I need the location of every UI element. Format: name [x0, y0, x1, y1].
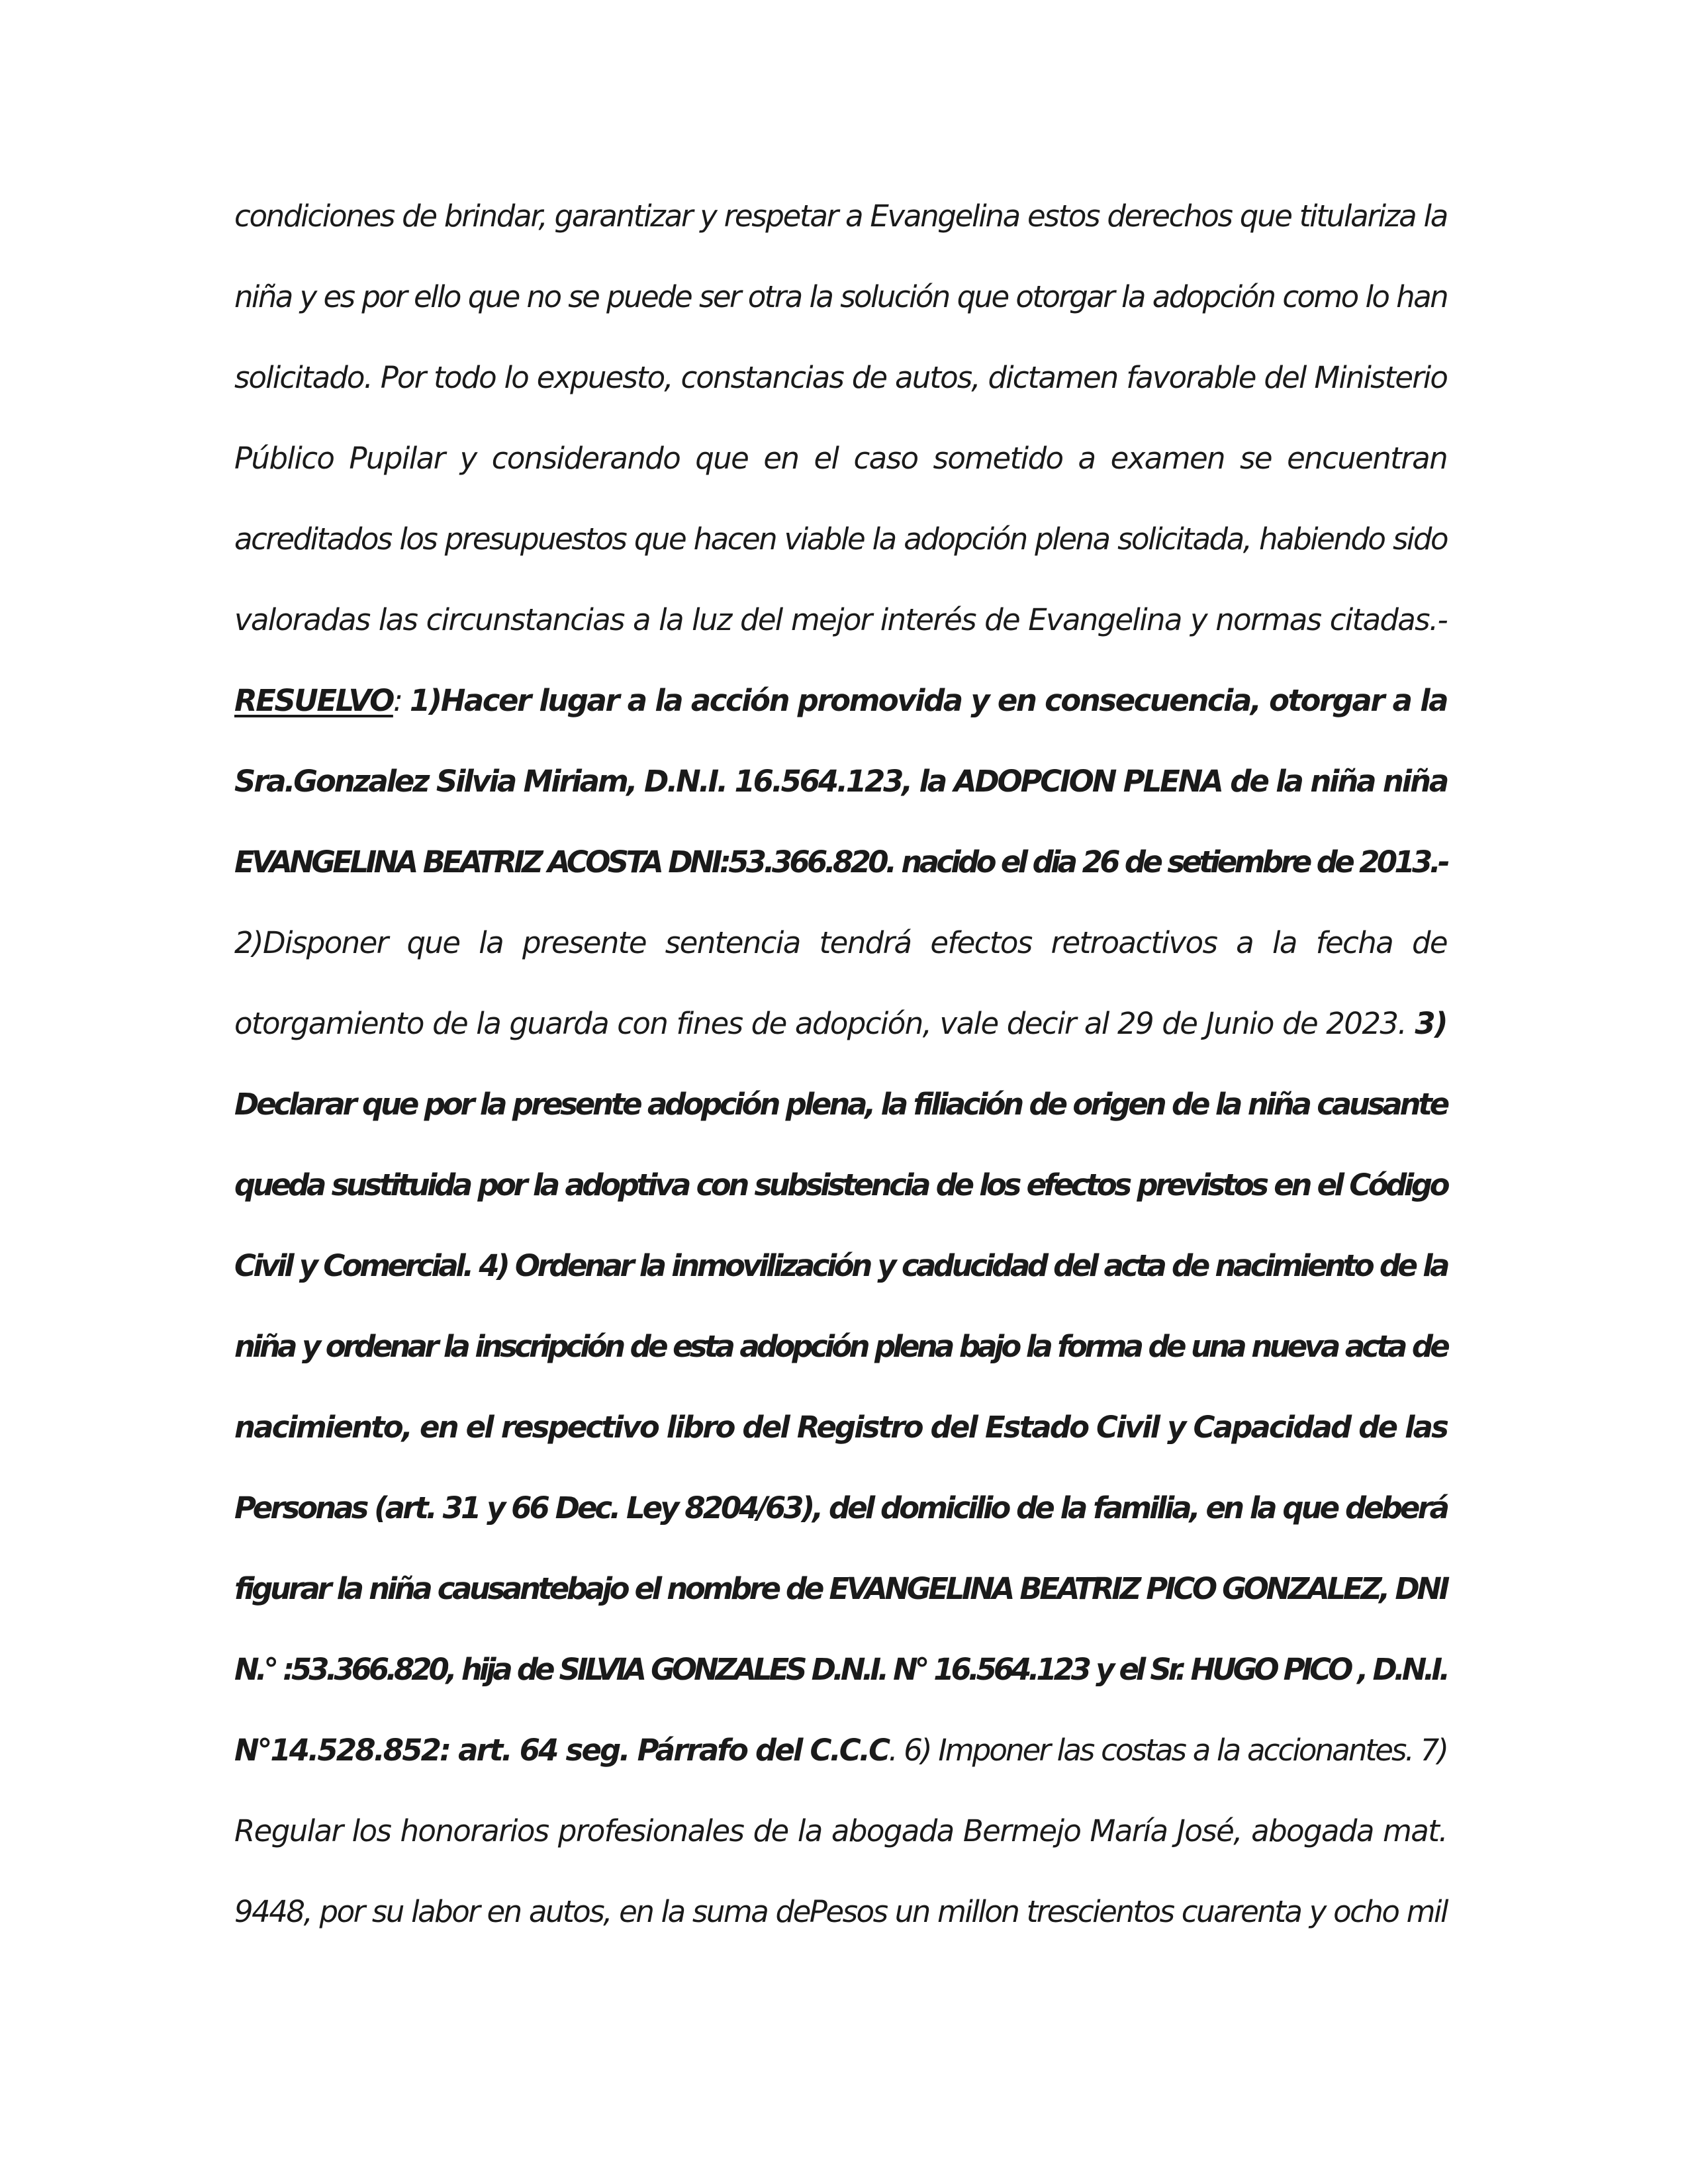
text-run: solicitado. Por todo lo expuesto, constancias de autos, dictamen favorable del Ministerio [234, 360, 1447, 395]
text-run: 2)Disponer que la presente sentencia tendrá efectos retroactivos a la fecha de [234, 925, 1447, 960]
text-line [234, 1808, 1447, 1854]
text-run: : [393, 683, 410, 718]
text-run: Público Pupilar y considerando que en el caso sometido a examen se encuentran [234, 441, 1447, 476]
text-line [234, 920, 1447, 966]
text-line [234, 839, 1447, 886]
text-line [234, 435, 1447, 482]
text-run: EVANGELINA BEATRIZ ACOSTA DNI:53.366.820. nacido el dia 26 de setiembre de 2013.- [234, 844, 1447, 880]
text-run: nacimiento, en el respectivo libro del Registro del Estado Civil y Capacidad de las [234, 1410, 1447, 1445]
text-run: N.° :53.366.820, hija de SILVIA GONZALES D.N.I. N° 16.564.123 y el Sr. HUGO PICO , D.N.I. [234, 1652, 1447, 1687]
text-run: niña y es por ello que no se puede ser otra la solución que otorgar la adopción como lo han [234, 279, 1447, 314]
text-run: 3) [1415, 1006, 1447, 1041]
text-run: Personas (art. 31 y 66 Dec. Ley 8204/63), del domicilio de la familia, en la que deberá [234, 1490, 1447, 1525]
text-line [234, 1001, 1447, 1047]
text-line [234, 1081, 1447, 1128]
text-line [234, 193, 1447, 240]
text-run: valoradas las circunstancias a la luz del mejor interés de Evangelina y normas citadas.- [234, 602, 1447, 637]
text-run: 9448, por su labor en autos, en la suma dePesos un millon trescientos cuarenta y ocho mil [234, 1894, 1447, 1929]
text-line [234, 1566, 1447, 1612]
text-run: acreditados los presupuestos que hacen viable la adopción plena solicitada, habiendo sido [234, 522, 1447, 557]
text-run: Declarar que por la presente adopción plena, la filiación de origen de la niña causante [234, 1087, 1447, 1122]
resuelvo-heading: RESUELVO [234, 683, 393, 718]
text-run: figurar la niña causantebajo el nombre de EVANGELINA BEATRIZ PICO GONZALEZ, DNI [234, 1571, 1447, 1606]
text-run: 1)Hacer lugar a la acción promovida y en consecuencia, otorgar a la [409, 683, 1447, 718]
text-line [234, 1404, 1447, 1451]
text-line [234, 516, 1447, 563]
text-run: . 6) Imponer las costas a la accionantes. 7) [888, 1733, 1447, 1768]
text-run: niña y ordenar la inscripción de esta adopción plena bajo la forma de una nueva acta de [234, 1329, 1447, 1364]
text-line [234, 1727, 1447, 1774]
text-run: Regular los honorarios profesionales de la abogada Bermejo María José, abogada mat. [234, 1813, 1447, 1848]
text-line [234, 274, 1447, 320]
text-run: N°14.528.852: art. 64 seg. Párrafo del C.C.C [234, 1733, 889, 1768]
text-line [234, 1162, 1447, 1208]
text-line [234, 355, 1447, 401]
text-line [234, 758, 1447, 805]
text-run: condiciones de brindar, garantizar y respetar a Evangelina estos derechos que titulariza la [234, 199, 1447, 234]
text-line [234, 597, 1447, 643]
text-line [234, 1324, 1447, 1370]
text-run: queda sustituida por la adoptiva con subsistencia de los efectos previstos en el Código [234, 1167, 1447, 1203]
text-line [234, 1243, 1447, 1289]
text-run: otorgamiento de la guarda con fines de adopción, vale decir al 29 de Junio de 2023. [234, 1006, 1415, 1041]
text-line [234, 678, 1447, 724]
text-line [234, 1889, 1447, 1935]
text-run: Sra.Gonzalez Silvia Miriam, D.N.I. 16.564.123, la ADOPCION PLENA de la niña niña [234, 764, 1447, 799]
text-run: Civil y Comercial. 4) Ordenar la inmovilización y caducidad del acta de nacimiento de la [234, 1248, 1447, 1283]
text-line [234, 1485, 1447, 1531]
text-line [234, 1647, 1447, 1693]
